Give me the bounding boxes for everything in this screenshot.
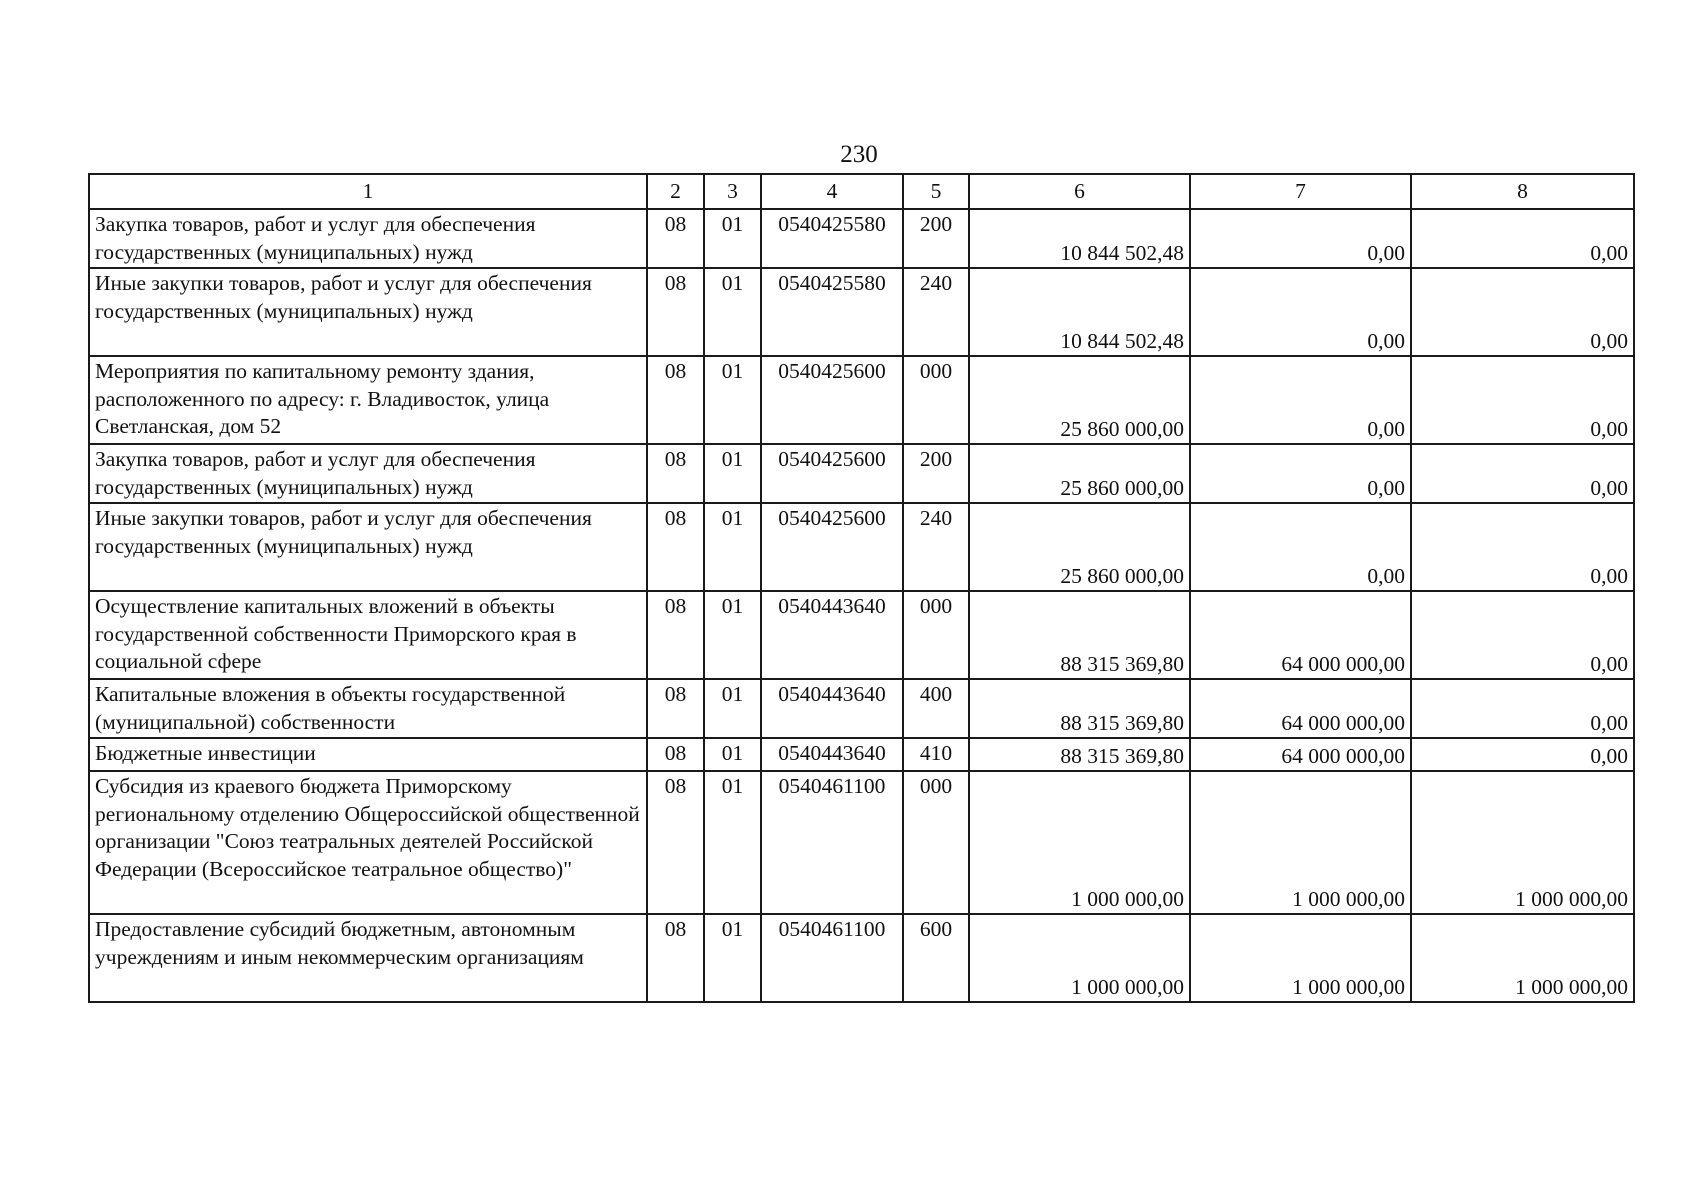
- expense-type-code: 400: [903, 679, 969, 738]
- amount-col8: 0,00: [1411, 268, 1634, 356]
- amount-col7: 0,00: [1190, 356, 1411, 444]
- amount-col6: 1 000 000,00: [969, 771, 1190, 914]
- expense-type-code: 000: [903, 771, 969, 914]
- table-row: [89, 771, 1634, 914]
- column-header: 1: [89, 174, 647, 209]
- section-code: 08: [647, 503, 704, 591]
- row-name: Закупка товаров, работ и услуг для обеспечения государственных (муниципальных) нужд: [89, 209, 647, 268]
- row-name: Иные закупки товаров, работ и услуг для обеспечения государственных (муниципальных) нужд: [89, 503, 647, 591]
- amount-col6: 88 315 369,80: [969, 738, 1190, 771]
- subsection-code: 01: [704, 356, 761, 444]
- subsection-code: 01: [704, 738, 761, 771]
- column-header: 6: [969, 174, 1190, 209]
- amount-col7: 1 000 000,00: [1190, 771, 1411, 914]
- target-article-code: 0540443640: [761, 679, 903, 738]
- row-name: Капитальные вложения в объекты государственной (муниципальной) собственности: [89, 679, 647, 738]
- expense-type-code: 200: [903, 444, 969, 503]
- column-header: 8: [1411, 174, 1634, 209]
- amount-col6: 88 315 369,80: [969, 591, 1190, 679]
- row-name: Предоставление субсидий бюджетным, автономным учреждениям и иным некоммерческим организациям: [89, 914, 647, 1002]
- table-row: [89, 738, 1634, 771]
- expense-type-code: 000: [903, 356, 969, 444]
- subsection-code: 01: [704, 679, 761, 738]
- expense-type-code: 200: [903, 209, 969, 268]
- table-row: [89, 679, 1634, 738]
- target-article-code: 0540425580: [761, 268, 903, 356]
- section-code: 08: [647, 591, 704, 679]
- amount-col6: 1 000 000,00: [969, 914, 1190, 1002]
- target-article-code: 0540425580: [761, 209, 903, 268]
- column-header: 4: [761, 174, 903, 209]
- amount-col8: 0,00: [1411, 679, 1634, 738]
- expense-type-code: 600: [903, 914, 969, 1002]
- subsection-code: 01: [704, 209, 761, 268]
- amount-col6: 88 315 369,80: [969, 679, 1190, 738]
- table-row: [89, 591, 1634, 679]
- row-name: Осуществление капитальных вложений в объекты государственной собственности Приморского края в социальной сфере: [89, 591, 647, 679]
- target-article-code: 0540443640: [761, 738, 903, 771]
- table-row: [89, 268, 1634, 356]
- section-code: 08: [647, 444, 704, 503]
- amount-col8: 0,00: [1411, 356, 1634, 444]
- page-number: 230: [840, 141, 878, 168]
- target-article-code: 0540425600: [761, 356, 903, 444]
- amount-col7: 0,00: [1190, 268, 1411, 356]
- subsection-code: 01: [704, 503, 761, 591]
- target-article-code: 0540461100: [761, 771, 903, 914]
- target-article-code: 0540461100: [761, 914, 903, 1002]
- amount-col8: 0,00: [1411, 209, 1634, 268]
- section-code: 08: [647, 209, 704, 268]
- amount-col8: 1 000 000,00: [1411, 914, 1634, 1002]
- amount-col7: 0,00: [1190, 444, 1411, 503]
- amount-col7: 0,00: [1190, 503, 1411, 591]
- expense-type-code: 240: [903, 503, 969, 591]
- subsection-code: 01: [704, 591, 761, 679]
- subsection-code: 01: [704, 771, 761, 914]
- row-name: Иные закупки товаров, работ и услуг для обеспечения государственных (муниципальных) нужд: [89, 268, 647, 356]
- table-row: [89, 444, 1634, 503]
- table-row: [89, 914, 1634, 1002]
- column-header: 3: [704, 174, 761, 209]
- section-code: 08: [647, 738, 704, 771]
- target-article-code: 0540425600: [761, 503, 903, 591]
- row-name: Субсидия из краевого бюджета Приморскому региональному отделению Общероссийской общественной организации "Союз театральных деятелей Российской Федерации (Всероссийское театральное общество)": [89, 771, 647, 914]
- amount-col6: 10 844 502,48: [969, 209, 1190, 268]
- section-code: 08: [647, 268, 704, 356]
- amount-col8: 0,00: [1411, 503, 1634, 591]
- table-header-row: [89, 174, 1634, 209]
- amount-col7: 64 000 000,00: [1190, 591, 1411, 679]
- column-header: 7: [1190, 174, 1411, 209]
- column-header: 2: [647, 174, 704, 209]
- amount-col6: 25 860 000,00: [969, 503, 1190, 591]
- budget-table: [88, 173, 1635, 1003]
- amount-col8: 0,00: [1411, 738, 1634, 771]
- section-code: 08: [647, 914, 704, 1002]
- row-name: Бюджетные инвестиции: [89, 738, 647, 771]
- amount-col6: 10 844 502,48: [969, 268, 1190, 356]
- row-name: Мероприятия по капитальному ремонту здания, расположенного по адресу: г. Владивосток, улица Светланская, дом 52: [89, 356, 647, 444]
- expense-type-code: 410: [903, 738, 969, 771]
- amount-col6: 25 860 000,00: [969, 356, 1190, 444]
- section-code: 08: [647, 679, 704, 738]
- target-article-code: 0540425600: [761, 444, 903, 503]
- section-code: 08: [647, 356, 704, 444]
- amount-col8: 0,00: [1411, 444, 1634, 503]
- amount-col8: 0,00: [1411, 591, 1634, 679]
- amount-col6: 25 860 000,00: [969, 444, 1190, 503]
- section-code: 08: [647, 771, 704, 914]
- table-row: [89, 503, 1634, 591]
- expense-type-code: 240: [903, 268, 969, 356]
- column-header: 5: [903, 174, 969, 209]
- amount-col7: 1 000 000,00: [1190, 914, 1411, 1002]
- amount-col8: 1 000 000,00: [1411, 771, 1634, 914]
- subsection-code: 01: [704, 268, 761, 356]
- row-name: Закупка товаров, работ и услуг для обеспечения государственных (муниципальных) нужд: [89, 444, 647, 503]
- subsection-code: 01: [704, 444, 761, 503]
- amount-col7: 64 000 000,00: [1190, 738, 1411, 771]
- subsection-code: 01: [704, 914, 761, 1002]
- table-row: [89, 209, 1634, 268]
- amount-col7: 0,00: [1190, 209, 1411, 268]
- table-row: [89, 356, 1634, 444]
- expense-type-code: 000: [903, 591, 969, 679]
- target-article-code: 0540443640: [761, 591, 903, 679]
- amount-col7: 64 000 000,00: [1190, 679, 1411, 738]
